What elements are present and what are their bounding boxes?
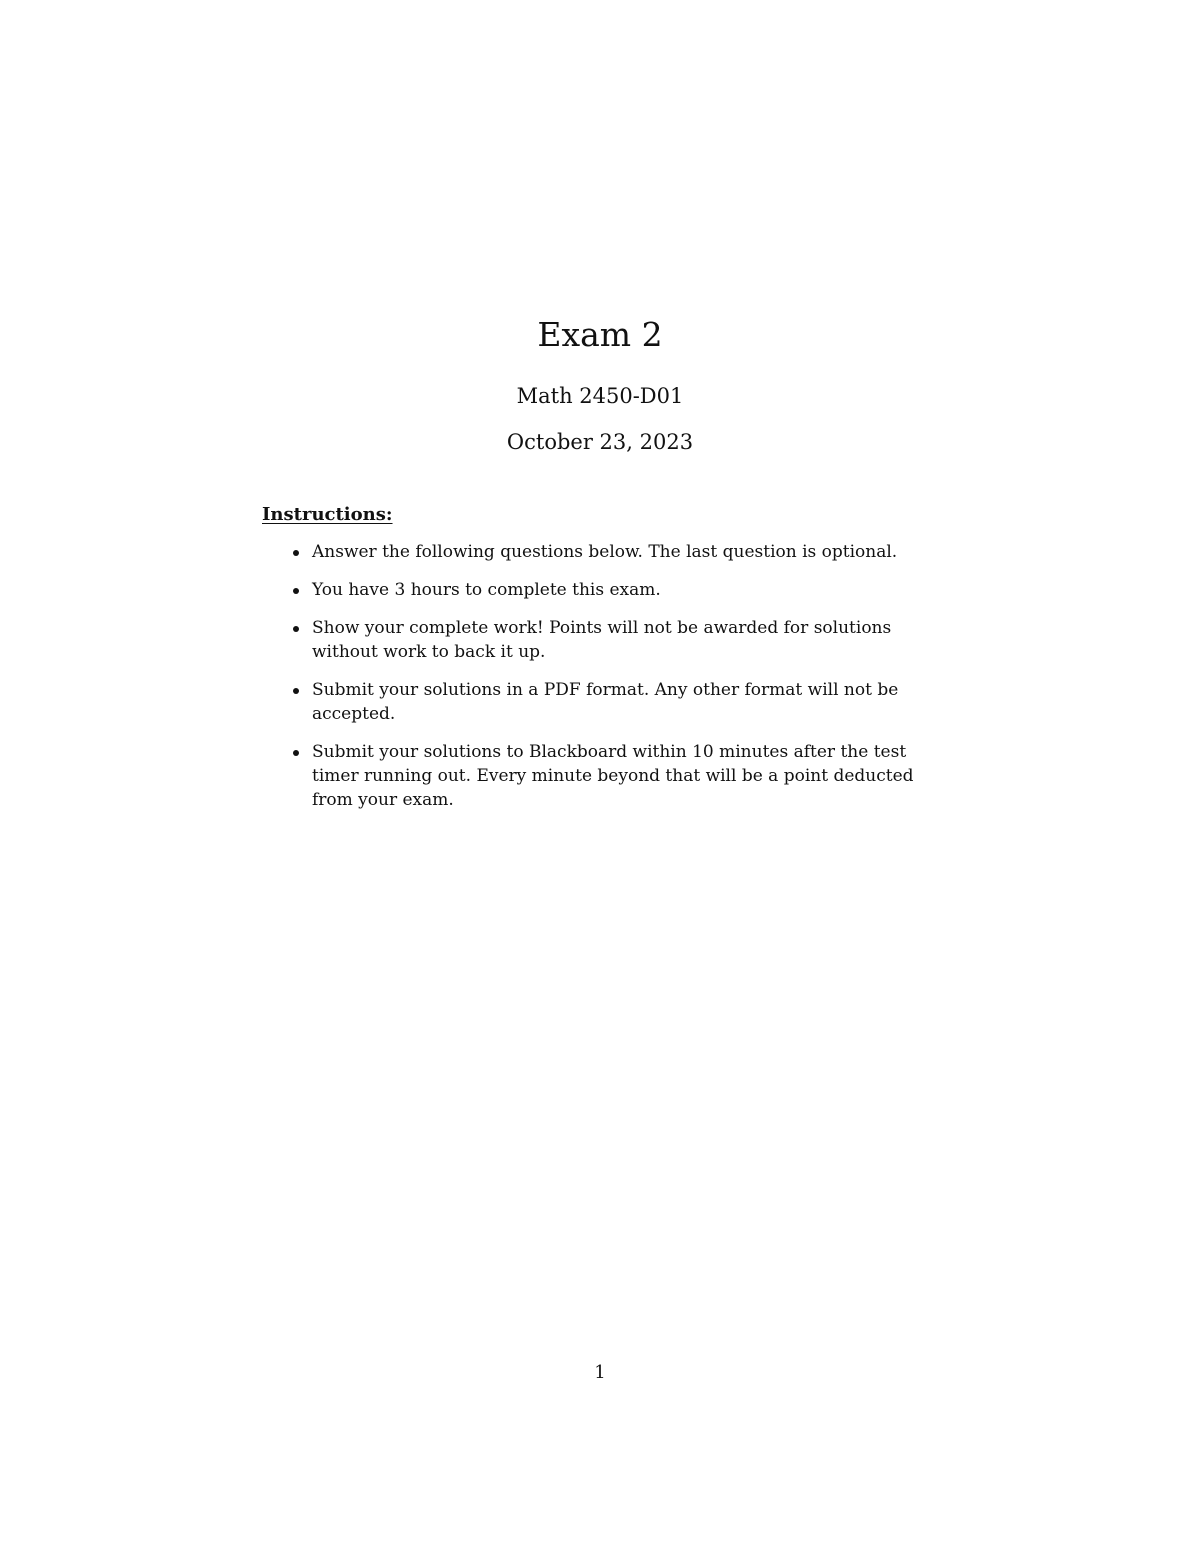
instructions-list: [290, 540, 930, 826]
page-number: 1: [594, 1362, 606, 1383]
instruction-item: [290, 740, 930, 812]
instruction-text: Submit your solutions to Blackboard within 10 minutes after the test timer running out. Every minute beyond that will be a point deducted from your exam.: [312, 742, 914, 810]
bullet-icon: [293, 588, 299, 594]
bullet-icon: [293, 688, 299, 694]
instruction-item: [290, 578, 930, 602]
instruction-text: You have 3 hours to complete this exam.: [312, 580, 661, 600]
instruction-item: [290, 540, 930, 564]
exam-date: October 23, 2023: [506, 430, 694, 454]
exam-title: Exam 2: [537, 315, 663, 354]
course-code: Math 2450-D01: [516, 384, 684, 408]
bullet-icon: [293, 626, 299, 632]
instruction-item: [290, 678, 930, 726]
instructions-heading: Instructions:: [262, 504, 393, 525]
instruction-item: [290, 616, 930, 664]
instruction-text: Submit your solutions in a PDF format. Any other format will not be accepted.: [312, 680, 899, 724]
bullet-icon: [293, 750, 299, 756]
instruction-text: Show your complete work! Points will not be awarded for solutions without work to back it up.: [312, 618, 892, 662]
bullet-icon: [293, 550, 299, 556]
instruction-text: Answer the following questions below. The last question is optional.: [312, 542, 898, 562]
